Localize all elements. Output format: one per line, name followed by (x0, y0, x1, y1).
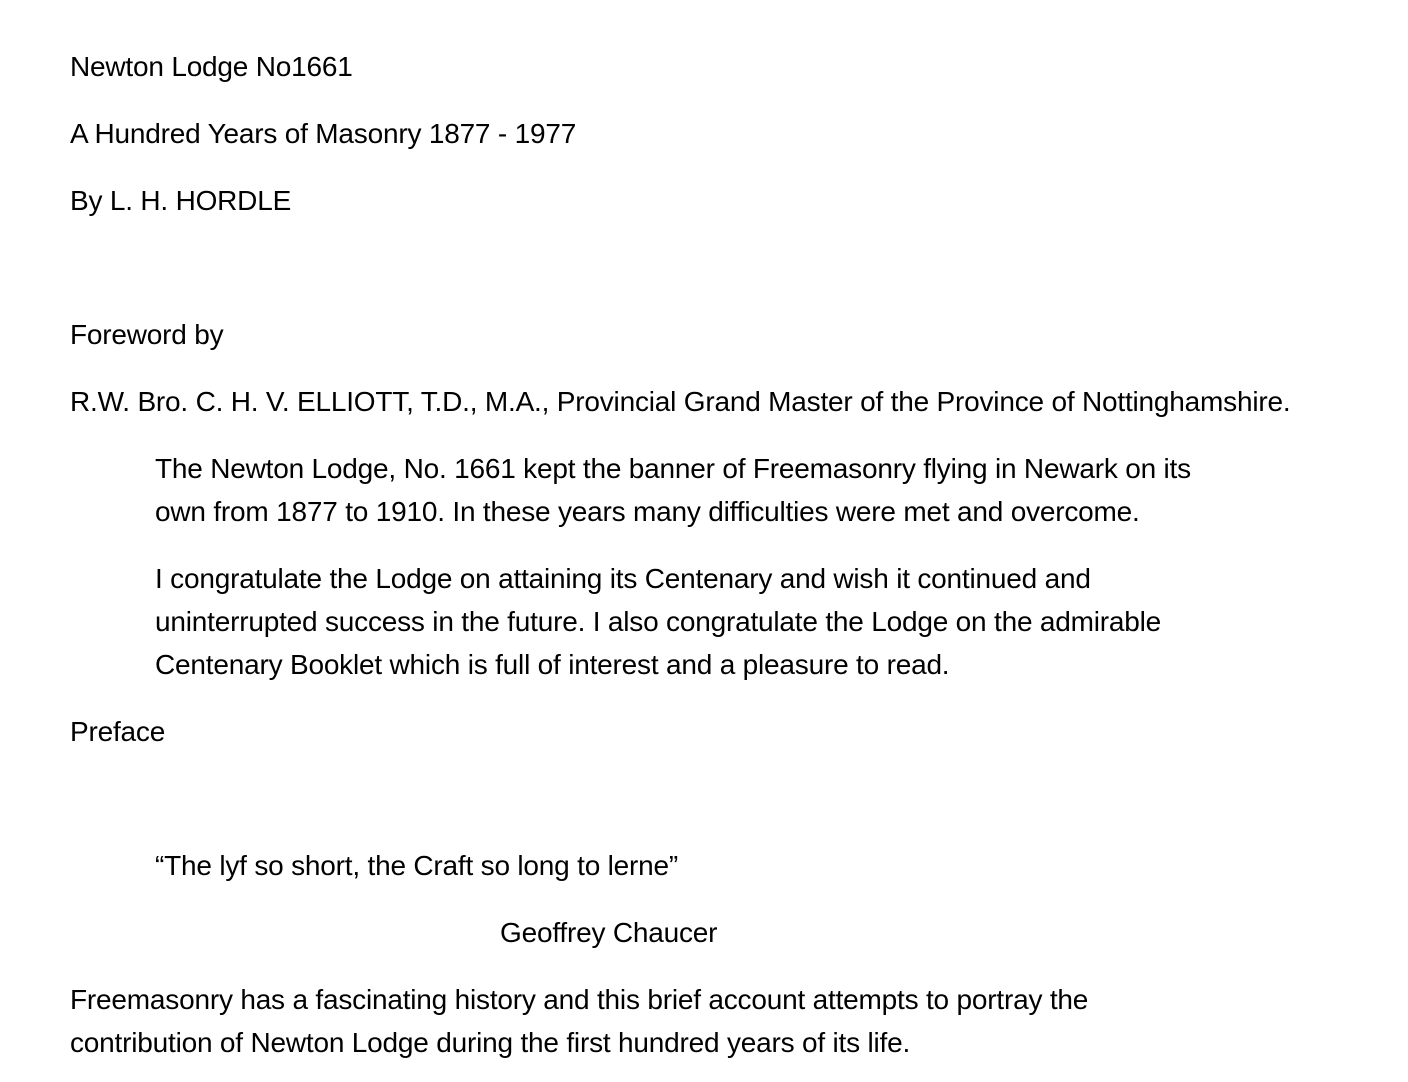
document-subtitle: A Hundred Years of Masonry 1877 - 1977 (70, 118, 577, 149)
blank-line (70, 246, 1404, 313)
text-line: uninterrupted success in the future. I also congratulate the Lodge on the admirable (155, 606, 1162, 637)
text-line: The Newton Lodge, No. 1661 kept the banner of Freemasonry flying in Newark on its (155, 453, 1191, 484)
text-line: Freemasonry has a fascinating history and this brief account attempts to portray the (70, 984, 1089, 1015)
foreword-paragraph-2 (155, 557, 1404, 686)
foreword-paragraph-1 (155, 447, 1404, 533)
closing-paragraph (70, 978, 1404, 1064)
text-line: Centenary Booklet which is full of interest and a pleasure to read. (155, 649, 950, 680)
chaucer-quote: “The lyf so short, the Craft so long to lerne” (155, 850, 679, 881)
text-line: contribution of Newton Lodge during the first hundred years of its life. (70, 1027, 911, 1058)
text-line: own from 1877 to 1910. In these years many difficulties were met and overcome. (155, 496, 1140, 527)
text-line: I congratulate the Lodge on attaining its Centenary and wish it continued and (155, 563, 1091, 594)
document-byline: By L. H. HORDLE (70, 185, 292, 216)
quote-attribution: Geoffrey Chaucer (500, 917, 718, 948)
blank-line (70, 777, 1404, 844)
foreword-author: R.W. Bro. C. H. V. ELLIOTT, T.D., M.A., Provincial Grand Master of the Province of Nottinghamshire. (70, 386, 1291, 417)
preface-heading: Preface (70, 716, 166, 747)
foreword-heading: Foreword by (70, 319, 224, 350)
document-title: Newton Lodge No1661 (70, 51, 353, 82)
